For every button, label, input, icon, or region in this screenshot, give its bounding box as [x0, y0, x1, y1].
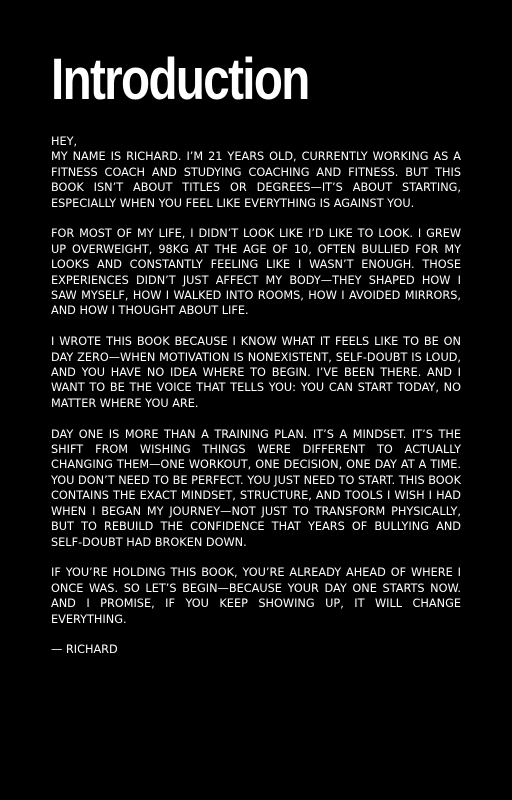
paragraph-3: I WROTE THIS BOOK BECAUSE I KNOW WHAT IT FEELS LIKE TO BE ON DAY ZERO—WHEN MOTIVATION IS NONEXISTENT, SELF-DOUBT IS LOUD, AND YOU HAVE NO IDEA WHERE TO BEGIN. I’VE BEEN THERE. AND I WANT TO BE THE VOICE THAT TELLS YOU: YOU CAN START TODAY, NO MATTER WHERE YOU ARE.: [51, 335, 461, 410]
page-title: Introduction: [51, 47, 309, 112]
signature: — RICHARD: [51, 643, 118, 657]
greeting: HEY,: [51, 135, 78, 148]
paragraph-2: FOR MOST OF MY LIFE, I DIDN’T LOOK LIKE I’D LIKE TO LOOK. I GREW UP OVERWEIGHT, 98KG AT THE AGE OF 10, OFTEN BULLIED FOR MY LOOKS AND CONSTANTLY FEELING LIKE I WASN’T ENOUGH. THOSE EXPERIENCES DIDN’T JUST AFFECT MY BODY—THEY SHAPED HOW I SAW MYSELF, HOW I WALKED INTO ROOMS, HOW I AVOIDED MIRRORS, AND HOW I THOUGHT ABOUT LIFE.: [51, 227, 461, 318]
introduction-body: [51, 134, 461, 658]
opening-paragraph: [51, 134, 461, 211]
paragraph-1: MY NAME IS RICHARD. I’M 21 YEARS OLD, CURRENTLY WORKING AS A FITNESS COACH AND STUDYING COACHING AND FITNESS. BUT THIS BOOK ISN’T ABOUT TITLES OR DEGREES—IT’S ABOUT STARTING, ESPECIALLY WHEN YOU FEEL LIKE EVERYTHING IS AGAINST YOU.: [51, 150, 461, 210]
paragraph-5: IF YOU’RE HOLDING THIS BOOK, YOU’RE ALREADY AHEAD OF WHERE I ONCE WAS. SO LET’S BEGIN—BECAUSE YOUR DAY ONE STARTS NOW. AND I PROMISE, IF YOU KEEP SHOWING UP, IT WILL CHANGE EVERYTHING.: [51, 566, 461, 626]
paragraph-4: DAY ONE IS MORE THAN A TRAINING PLAN. IT’S A MINDSET. IT’S THE SHIFT FROM WISHING THINGS WERE DIFFERENT TO ACTUALLY CHANGING THEM—ONE WORKOUT, ONE DECISION, ONE DAY AT A TIME. YOU DON’T NEED TO BE PERFECT. YOU JUST NEED TO START. THIS BOOK CONTAINS THE EXACT MINDSET, STRUCTURE, AND TOOLS I WISH I HAD WHEN I BEGAN MY JOURNEY—NOT JUST TO TRANSFORM PHYSICALLY, BUT TO REBUILD THE CONFIDENCE THAT YEARS OF BULLYING AND SELF-DOUBT HAD BROKEN DOWN.: [51, 427, 461, 549]
